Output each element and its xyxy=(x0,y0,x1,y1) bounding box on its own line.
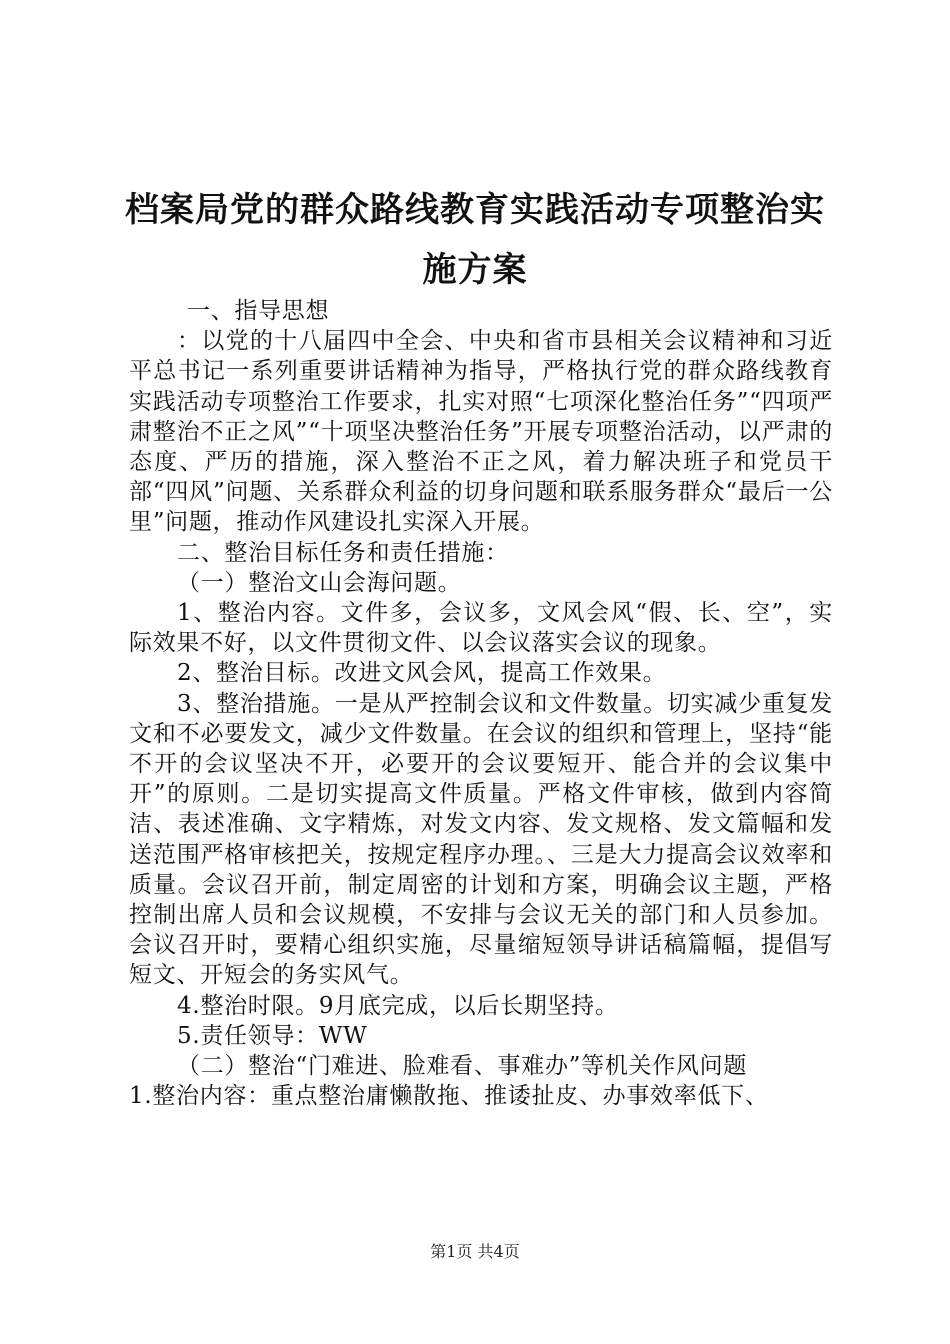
paragraph-measures: 3、整治措施。一是从严控制会议和文件数量。切实减少重复发文和不必要发文，减少文件数量。在会议的组织和管理上，坚持“能不开的会议坚决不开，必要开的会议要短开、能合并的会议集中开”的原则。二是切实提高文件质量。严格文件审核，做到内容简洁、表述准确、文字精炼，对发文内容、发文规格、发文篇幅和发送范围严格审核把关，按规定程序办理。、三是大力提高会议效率和质量。会议召开前，制定周密的计划和方案，明确会议主题，严格控制出席人员和会议规模，不安排与会议无关的部门和人员参加。会议召开时，要精心组织实施，尽量缩短领导讲话稿篇幅，提倡写短文、开短会的务实风气。 xyxy=(129,690,833,989)
paragraph-work-style-content: 1.整治内容：重点整治庸懒散拖、推诿扯皮、办事效率低下、 xyxy=(129,1083,769,1110)
section-heading-targets-measures: 二、整治目标任务和责任措施： xyxy=(177,539,509,566)
paragraph-deadline: 4.整治时限。9月底完成，以后长期坚持。 xyxy=(177,992,619,1019)
section-heading-guiding-ideology: 一、指导思想 xyxy=(187,298,330,324)
page-footer: 第1页 共4页 xyxy=(430,1242,520,1261)
paragraph-guiding-ideology: ：以党的十八届四中全会、中央和省市县相关会议精神和习近平总书记一系列重要讲话精神为指导，严格执行党的群众路线教育实践活动专项整治工作要求，扎实对照“七项深化整治任务”“四项严肃整治不正之风”“十项坚决整治任务”开展专项整治活动，以严肃的态度、严历的措施，深入整治不正之风，着力解决班子和党员干部“四风”问题、关系群众利益的切身问题和联系服务群众“最后一公里”问题，推动作风建设扎实深入开展。 xyxy=(129,328,833,536)
paragraph-content: 1、整治内容。文件多，会议多，文风会风“假、长、空”，实际效果不好，以文件贯彻文件、以会议落实会议的现象。 xyxy=(129,600,833,657)
document-body xyxy=(129,296,833,1111)
document-title: 档案局党的群众路线教育实践活动专项整治实施方案 xyxy=(125,190,825,290)
paragraph-responsible-leader: 5.责任领导：WW xyxy=(177,1022,368,1049)
paragraph-target: 2、整治目标。改进文风会风，提高工作效果。 xyxy=(177,660,667,687)
subsection-heading-meetings: （一）整治文山会海问题。 xyxy=(177,569,462,596)
subsection-heading-work-style: （二）整治“门难进、脸难看、事难办”等机关作风问题 xyxy=(177,1053,748,1080)
